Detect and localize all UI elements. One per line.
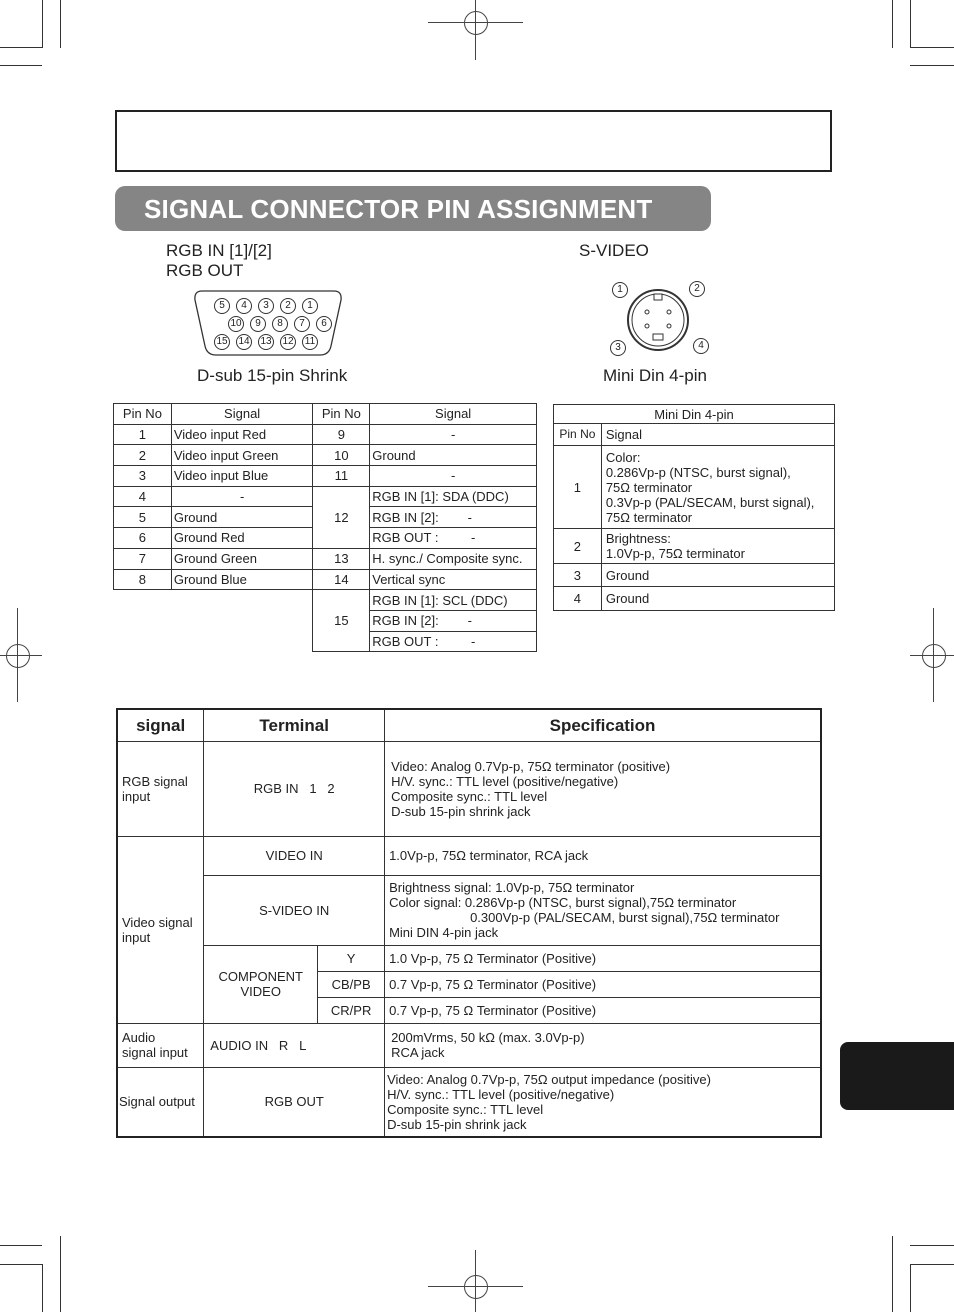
- spec-line: H/V. sync.: TTL level (positive/negative): [387, 1086, 615, 1102]
- header-cell: signal: [117, 709, 204, 741]
- header-cell: Specification: [385, 709, 821, 741]
- pin-number: 13: [258, 334, 274, 350]
- table-row: [114, 466, 537, 487]
- subterminal-cell: CR/PR: [318, 997, 385, 1023]
- signal-cell: Signal output: [117, 1067, 204, 1137]
- pin-number: 6: [316, 316, 332, 332]
- pin-number: 11: [302, 334, 318, 350]
- pin-cell: 2: [114, 445, 172, 466]
- signal-cell: Video input Red: [171, 424, 313, 445]
- pin-cell: 8: [114, 569, 172, 590]
- pin-cell: 1: [554, 446, 602, 529]
- empty-cell: [114, 590, 172, 611]
- empty-cell: [171, 590, 313, 611]
- mini-din-connector-icon: [626, 288, 690, 352]
- table-row: [554, 587, 835, 611]
- spec-line: Brightness signal: 1.0Vp-p, 75Ω terminator: [389, 880, 635, 895]
- table-row: [117, 836, 821, 875]
- signal-line: Brightness:: [605, 531, 671, 546]
- pin-cell: 15: [313, 590, 370, 652]
- table-row: [554, 529, 835, 564]
- spec-line: Color signal: 0.286Vp-p (NTSC, burst signal),75Ω terminator: [389, 895, 737, 910]
- rgb-caption: D-sub 15-pin Shrink: [197, 366, 348, 385]
- empty-cell: [114, 610, 172, 631]
- registration-mark: [464, 11, 488, 35]
- table-header-row: [554, 424, 835, 446]
- signal-cell: Video input Blue: [171, 466, 313, 487]
- header-cell: Terminal: [204, 709, 385, 741]
- signal-cell: [601, 529, 834, 564]
- crop-mark: [0, 65, 42, 66]
- terminal-cell: AUDIO IN R L: [204, 1023, 385, 1067]
- pin-cell: 12: [313, 486, 370, 548]
- signal-line: 0.3Vp-p (PAL/SECAM, burst signal),: [605, 494, 815, 510]
- pin-number: 7: [294, 316, 310, 332]
- table-title-row: [554, 405, 835, 424]
- signal-cell: H. sync./ Composite sync.: [370, 548, 537, 569]
- table-row: [114, 445, 537, 466]
- header-cell: Pin No: [114, 404, 172, 425]
- signal-line: input: [122, 929, 151, 945]
- crop-mark: [910, 1245, 954, 1246]
- table-row: [554, 564, 835, 587]
- pin-cell: 5: [114, 507, 172, 528]
- terminal-line: VIDEO: [240, 984, 281, 999]
- pin-number: 9: [250, 316, 266, 332]
- crop-mark: [0, 47, 42, 48]
- signal-line: 75Ω terminator: [605, 479, 693, 495]
- pin-cell: 6: [114, 528, 172, 549]
- table-row: [117, 1067, 821, 1137]
- spec-line: Video: Analog 0.7Vp-p, 75Ω output impedance (positive): [387, 1071, 711, 1087]
- terminal-cell: RGB IN 1 2: [204, 741, 385, 836]
- table-row: [114, 424, 537, 445]
- svideo-pin-2: [689, 279, 711, 297]
- crop-mark: [892, 0, 893, 48]
- signal-cell: Ground: [171, 507, 313, 528]
- crop-mark: [0, 1245, 42, 1246]
- subterminal-cell: CB/PB: [318, 971, 385, 997]
- signal-cell: Ground: [601, 587, 834, 611]
- crop-mark: [42, 0, 43, 48]
- svideo-pin-4: [693, 336, 715, 354]
- signal-cell: Vertical sync: [370, 569, 537, 590]
- pin-number: 12: [280, 334, 296, 350]
- spec-cell: [385, 1067, 821, 1137]
- registration-mark: [475, 1250, 476, 1312]
- signal-line: 75Ω terminator: [605, 509, 693, 525]
- pin-number: 2: [689, 281, 705, 297]
- spec-cell: [385, 1023, 821, 1067]
- svideo-pin-3: [610, 338, 632, 356]
- table-title: Mini Din 4-pin: [554, 405, 835, 424]
- signal-line: Audio: [122, 1030, 156, 1045]
- crop-mark: [0, 1264, 42, 1265]
- rgb-label-line2: RGB OUT: [166, 261, 244, 280]
- signal-cell: [117, 741, 204, 836]
- signal-cell: [601, 446, 834, 529]
- pin-cell: 13: [313, 548, 370, 569]
- spec-line: RCA jack: [391, 1045, 445, 1060]
- spec-cell: 0.7 Vp-p, 75 Ω Terminator (Positive): [385, 971, 821, 997]
- spec-cell: 0.7 Vp-p, 75 Ω Terminator (Positive): [385, 997, 821, 1023]
- registration-mark: [910, 655, 954, 656]
- signal-cell: RGB OUT : -: [370, 528, 537, 549]
- signal-line: 0.286Vp-p (NTSC, burst signal),: [605, 464, 791, 480]
- registration-mark: [6, 644, 30, 668]
- header-cell: Pin No: [554, 424, 602, 446]
- pin-number: 14: [236, 334, 252, 350]
- crop-mark: [892, 1236, 893, 1312]
- spec-line: D-sub 15-pin shrink jack: [387, 1116, 527, 1132]
- svideo-pin-1: [612, 280, 634, 298]
- signal-cell: -: [171, 486, 313, 507]
- crop-mark: [910, 1264, 911, 1312]
- registration-mark: [933, 608, 934, 702]
- pin-cell: 3: [114, 466, 172, 487]
- pin-number: 10: [228, 316, 244, 332]
- specification-table: [116, 708, 822, 1138]
- signal-line: input: [122, 788, 151, 804]
- side-tab: [840, 1042, 954, 1110]
- signal-cell: -: [370, 466, 537, 487]
- table-row: [117, 1023, 821, 1067]
- spec-line: D-sub 15-pin shrink jack: [391, 803, 531, 819]
- signal-cell: Video input Green: [171, 445, 313, 466]
- registration-mark: [464, 1275, 488, 1299]
- header-cell: Signal: [601, 424, 834, 446]
- signal-cell: RGB IN [1]: SCL (DDC): [370, 590, 537, 611]
- spec-line: Composite sync.: TTL level: [391, 788, 548, 804]
- svideo-caption: Mini Din 4-pin: [603, 366, 707, 385]
- signal-cell: [117, 836, 204, 1023]
- mini-din-pin-table: [553, 404, 835, 611]
- pin-number: 1: [302, 298, 318, 314]
- spec-line: Video: Analog 0.7Vp-p, 75Ω terminator (positive): [391, 758, 671, 774]
- crop-mark: [910, 47, 954, 48]
- crop-mark: [910, 65, 954, 66]
- pin-cell: 7: [114, 548, 172, 569]
- terminal-line: COMPONENT: [218, 969, 303, 984]
- pin-number: 8: [272, 316, 288, 332]
- spec-cell: 1.0Vp-p, 75Ω terminator, RCA jack: [385, 836, 821, 875]
- signal-line: Color:: [605, 449, 641, 465]
- signal-cell: RGB IN [2]: -: [370, 610, 537, 631]
- dsub-pin-row-2: [228, 314, 338, 332]
- empty-cell: [114, 631, 172, 652]
- crop-mark: [60, 1236, 61, 1312]
- pin-cell: 4: [554, 587, 602, 611]
- header-cell: Signal: [171, 404, 313, 425]
- header-cell: Pin No: [313, 404, 370, 425]
- crop-mark: [42, 1264, 43, 1312]
- spec-line: Composite sync.: TTL level: [387, 1101, 544, 1117]
- dsub-pin-row-3: [214, 332, 324, 350]
- pin-number: 3: [610, 340, 626, 356]
- pin-number: 3: [258, 298, 274, 314]
- header-box: [115, 110, 832, 172]
- spec-cell: [385, 875, 821, 945]
- crop-mark: [910, 1264, 954, 1265]
- table-row: [114, 486, 537, 507]
- pin-cell: 11: [313, 466, 370, 487]
- pin-cell: 14: [313, 569, 370, 590]
- signal-cell: Ground: [601, 564, 834, 587]
- pin-cell: 1: [114, 424, 172, 445]
- subterminal-cell: Y: [318, 945, 385, 971]
- registration-mark: [17, 608, 18, 702]
- spec-cell: [385, 741, 821, 836]
- pin-number: 1: [612, 282, 628, 298]
- registration-mark: [475, 0, 476, 60]
- crop-mark: [60, 0, 61, 48]
- signal-cell: RGB IN [1]: SDA (DDC): [370, 486, 537, 507]
- table-row: [114, 569, 537, 590]
- table-row: [117, 741, 821, 836]
- signal-line: Video signal: [122, 914, 193, 930]
- pin-number: 4: [693, 338, 709, 354]
- signal-line: 1.0Vp-p, 75Ω terminator: [605, 546, 745, 561]
- dsub-pin-row-1: [214, 296, 324, 314]
- svideo-label: S-VIDEO: [579, 241, 649, 260]
- pin-number: 2: [280, 298, 296, 314]
- pin-cell: 9: [313, 424, 370, 445]
- registration-mark: [0, 655, 42, 656]
- spec-cell: 1.0 Vp-p, 75 Ω Terminator (Positive): [385, 945, 821, 971]
- pin-cell: 4: [114, 486, 172, 507]
- empty-cell: [171, 631, 313, 652]
- table-header-row: [117, 709, 821, 741]
- spec-line: Mini DIN 4-pin jack: [389, 925, 499, 940]
- pin-number: 4: [236, 298, 252, 314]
- terminal-cell: VIDEO IN: [204, 836, 385, 875]
- table-row: [114, 548, 537, 569]
- signal-line: signal input: [122, 1045, 188, 1060]
- pin-cell: 2: [554, 529, 602, 564]
- rgb-label-line1: RGB IN [1]/[2]: [166, 241, 272, 260]
- table-row: [117, 875, 821, 945]
- empty-cell: [171, 610, 313, 631]
- spec-line: 200mVrms, 50 kΩ (max. 3.0Vp-p): [391, 1030, 585, 1045]
- signal-cell: [117, 1023, 204, 1067]
- registration-mark: [922, 644, 946, 668]
- dsub-pin-table: [113, 403, 537, 652]
- pin-number: 15: [214, 334, 230, 350]
- table-row: [554, 446, 835, 529]
- pin-cell: 10: [313, 445, 370, 466]
- terminal-cell: [204, 945, 318, 1023]
- signal-cell: Ground Green: [171, 548, 313, 569]
- crop-mark: [910, 0, 911, 48]
- table-row: [114, 590, 537, 611]
- pin-number: 5: [214, 298, 230, 314]
- table-row: [117, 945, 821, 971]
- signal-line: RGB signal: [122, 773, 188, 789]
- header-cell: Signal: [370, 404, 537, 425]
- signal-cell: RGB IN [2]: -: [370, 507, 537, 528]
- terminal-cell: RGB OUT: [204, 1067, 385, 1137]
- pin-cell: 3: [554, 564, 602, 587]
- spec-line: 0.300Vp-p (PAL/SECAM, burst signal),75Ω terminator: [470, 910, 780, 925]
- signal-cell: RGB OUT : -: [370, 631, 537, 652]
- spec-line: H/V. sync.: TTL level (positive/negative): [391, 773, 619, 789]
- table-header-row: [114, 404, 537, 425]
- page-title: SIGNAL CONNECTOR PIN ASSIGNMENT: [115, 186, 711, 231]
- signal-cell: Ground: [370, 445, 537, 466]
- signal-cell: Ground Blue: [171, 569, 313, 590]
- terminal-cell: S-VIDEO IN: [204, 875, 385, 945]
- signal-cell: Ground Red: [171, 528, 313, 549]
- signal-cell: -: [370, 424, 537, 445]
